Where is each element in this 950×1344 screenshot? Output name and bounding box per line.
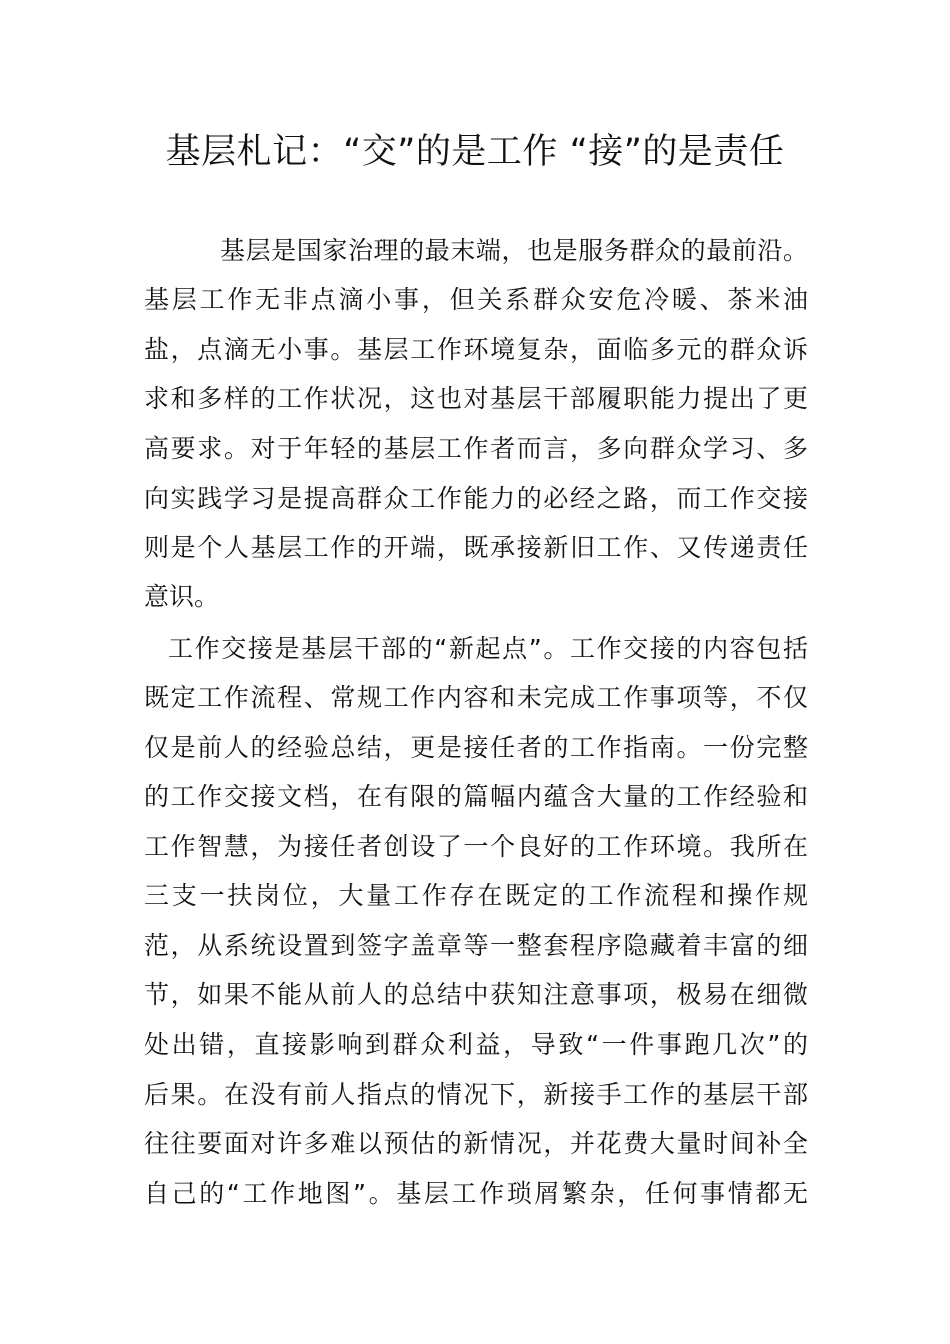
paragraph-line: 意识。 — [144, 582, 220, 611]
paragraph-line: 后果。在没有前人指点的情况下，新接手工作的基层干部 — [144, 1080, 808, 1109]
paragraph-line: 基层是国家治理的最末端，也是服务群众的最前沿。 — [220, 236, 808, 265]
paragraph-line: 仅是前人的经验总结，更是接任者的工作指南。一份完整 — [144, 733, 808, 762]
paragraph-line: 的工作交接文档，在有限的篇幅内蕴含大量的工作经验和 — [144, 782, 808, 811]
paragraph-line: 则是个人基层工作的开端，既承接新旧工作、又传递责任 — [144, 533, 808, 562]
paragraph-line: 范，从系统设置到签字盖章等一整套程序隐藏着丰富的细 — [144, 931, 808, 960]
paragraph-line: 处出错，直接影响到群众利益，导致“一件事跑几次”的 — [144, 1030, 808, 1059]
paragraph-line: 既定工作流程、常规工作内容和未完成工作事项等，不仅 — [144, 683, 808, 712]
paragraph-line: 自己的“工作地图”。基层工作琐屑繁杂，任何事情都无 — [144, 1179, 808, 1208]
paragraph-line: 高要求。对于年轻的基层工作者而言，多向群众学习、多 — [144, 434, 808, 463]
paragraph-line: 三支一扶岗位，大量工作存在既定的工作流程和操作规 — [144, 881, 808, 910]
paragraph-line: 工作交接是基层干部的“新起点”。工作交接的内容包括 — [168, 634, 808, 663]
paragraph-line: 节，如果不能从前人的总结中获知注意事项，极易在细微 — [144, 980, 808, 1009]
paragraph-line: 工作智慧，为接任者创设了一个良好的工作环境。我所在 — [144, 832, 808, 861]
paragraph-line: 基层工作无非点滴小事，但关系群众安危冷暖、茶米油 — [144, 285, 808, 314]
document-title: 基层札记：“交”的是工作 “接”的是责任 — [165, 132, 785, 172]
paragraph-line: 求和多样的工作状况，这也对基层干部履职能力提出了更 — [144, 384, 808, 413]
paragraph-line: 盐，点滴无小事。基层工作环境复杂，面临多元的群众诉 — [144, 335, 808, 364]
paragraph-line: 向实践学习是提高群众工作能力的必经之路，而工作交接 — [144, 484, 808, 513]
paragraph-line: 往往要面对许多难以预估的新情况，并花费大量时间补全 — [144, 1129, 808, 1158]
